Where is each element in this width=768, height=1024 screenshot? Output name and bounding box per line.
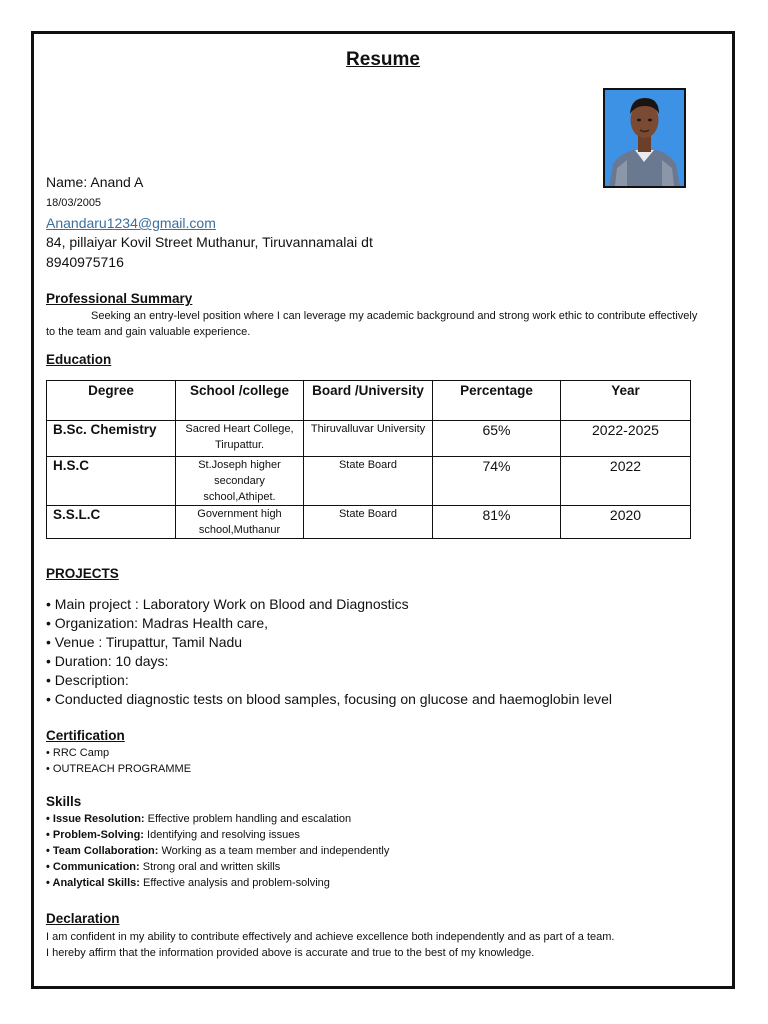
summary-heading: Professional Summary <box>46 291 193 306</box>
year-cell: 2022-2025 <box>561 421 691 457</box>
candidate-name: Name: Anand A <box>46 174 144 190</box>
page-title: Resume <box>346 49 420 70</box>
summary-body: Seeking an entry-level position where I can leverage my academic background and strong work ethic to contribute effectively to the team and gain valuable experience. <box>46 310 698 338</box>
summary-text <box>46 308 706 340</box>
list-item <box>46 827 389 843</box>
table-header-row <box>47 381 691 421</box>
email-link[interactable]: Anandaru1234@gmail.com <box>46 215 216 231</box>
declaration-heading: Declaration <box>46 911 120 926</box>
degree-cell: S.S.L.C <box>47 506 176 539</box>
year-cell: 2022 <box>561 457 691 506</box>
skills-list <box>46 811 389 891</box>
list-item: • Conducted diagnostic tests on blood samples, focusing on glucose and haemoglobin level <box>46 691 613 707</box>
list-item: • Main project : Laboratory Work on Blood and Diagnostics <box>46 596 409 612</box>
list-item: • RRC Camp <box>46 747 110 759</box>
skill-desc: Effective analysis and problem-solving <box>139 877 330 889</box>
table-row <box>47 457 691 506</box>
year-cell: 2020 <box>561 506 691 539</box>
list-item: • Duration: 10 days: <box>46 653 169 669</box>
table-row <box>47 421 691 457</box>
skill-desc: Identifying and resolving issues <box>143 829 300 841</box>
column-header-year: Year <box>561 381 691 421</box>
skill-desc: Effective problem handling and escalation <box>144 813 352 825</box>
percentage-cell: 65% <box>433 421 561 457</box>
school-cell: Government high school,Muthanur <box>176 506 304 539</box>
list-item <box>46 811 389 827</box>
column-header-degree: Degree <box>47 381 176 421</box>
skill-label: • Problem-Solving: <box>46 829 144 841</box>
column-header-school: School /college <box>176 381 304 421</box>
skill-label: • Communication: <box>46 861 140 873</box>
list-item <box>46 843 389 859</box>
certification-list <box>46 745 191 777</box>
board-cell: Thiruvalluvar University <box>304 421 433 457</box>
certification-heading: Certification <box>46 728 125 743</box>
column-header-percentage: Percentage <box>433 381 561 421</box>
phone-number: 8940975716 <box>46 254 124 270</box>
degree-cell: B.Sc. Chemistry <box>47 421 176 457</box>
list-item: • OUTREACH PROGRAMME <box>46 763 192 775</box>
education-heading: Education <box>46 352 112 367</box>
degree-cell: H.S.C <box>47 457 176 506</box>
address: 84, pillaiyar Kovil Street Muthanur, Tiruvannamalai dt <box>46 234 373 250</box>
skill-label: • Analytical Skills: <box>46 877 140 889</box>
list-item <box>46 859 389 875</box>
table-row <box>47 506 691 539</box>
column-header-board: Board /University <box>304 381 433 421</box>
declaration-line-1: I am confident in my ability to contribute effectively and achieve excellence both independently and as part of a team. <box>46 931 615 943</box>
board-cell: State Board <box>304 457 433 506</box>
skills-heading: Skills <box>46 794 82 809</box>
education-table <box>46 380 691 539</box>
list-item: • Description: <box>46 672 129 688</box>
skill-label: • Issue Resolution: <box>46 813 145 825</box>
school-cell: Sacred Heart College, Tirupattur. <box>176 421 304 457</box>
resume-page <box>31 31 735 989</box>
skill-label: • Team Collaboration: <box>46 845 159 857</box>
skill-desc: Strong oral and written skills <box>139 861 281 873</box>
projects-list <box>46 595 612 709</box>
list-item: • Venue : Tirupattur, Tamil Nadu <box>46 634 243 650</box>
percentage-cell: 81% <box>433 506 561 539</box>
profile-photo <box>603 88 686 188</box>
projects-heading: PROJECTS <box>46 566 119 581</box>
percentage-cell: 74% <box>433 457 561 506</box>
school-cell: St.Joseph higher secondary school,Athipet. <box>176 457 304 506</box>
date-of-birth: 18/03/2005 <box>46 197 102 209</box>
person-photo-icon <box>605 90 684 186</box>
list-item <box>46 875 389 891</box>
list-item: • Organization: Madras Health care, <box>46 615 269 631</box>
declaration-line-2: I hereby affirm that the information provided above is accurate and true to the best of my knowledge. <box>46 947 535 959</box>
skill-desc: Working as a team member and independently <box>158 845 390 857</box>
board-cell: State Board <box>304 506 433 539</box>
